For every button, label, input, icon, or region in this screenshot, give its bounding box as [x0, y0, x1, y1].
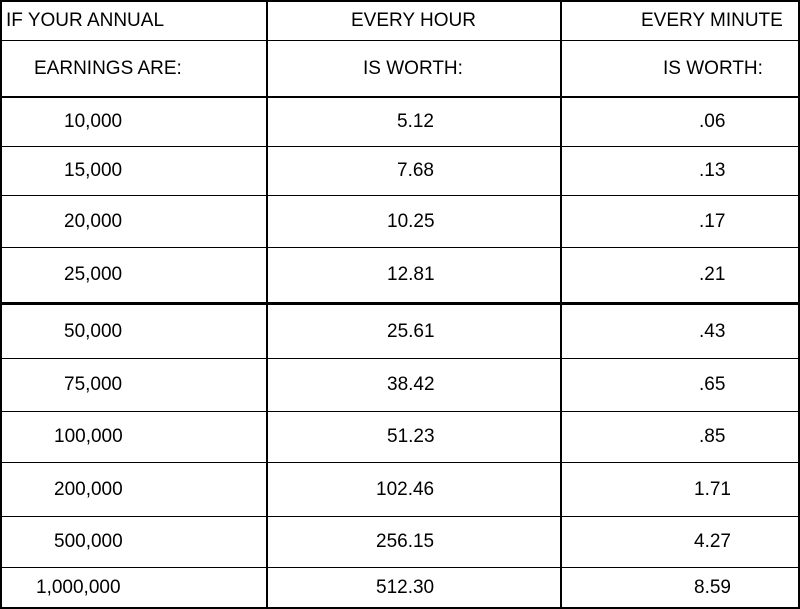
minute-cell: .06: [699, 111, 726, 132]
minute-cell: .43: [699, 320, 726, 342]
header-row-1: [2, 2, 798, 40]
hour-cell: 5.12: [397, 111, 434, 132]
header-is-worth-minute: IS WORTH:: [663, 57, 763, 79]
hour-cell: 25.61: [387, 320, 435, 342]
minute-cell: 1.71: [694, 478, 731, 500]
header-hour: EVERY HOUR: [351, 10, 476, 31]
annual-cell: 15,000: [64, 160, 123, 181]
hour-cell: 256.15: [376, 531, 435, 552]
minute-cell: .13: [699, 160, 726, 181]
hour-cell: 512.30: [376, 576, 435, 598]
minute-cell: .17: [699, 210, 726, 232]
hour-cell: 38.42: [387, 374, 435, 395]
hour-cell: 7.68: [397, 160, 434, 181]
hour-cell: 102.46: [376, 478, 435, 500]
annual-cell: 500,000: [54, 531, 123, 552]
header-minute: EVERY MINUTE: [641, 10, 783, 31]
annual-cell: 10,000: [64, 111, 123, 132]
header-row-2: [2, 41, 798, 96]
annual-cell: 75,000: [64, 374, 123, 395]
table-row: [2, 98, 798, 146]
minute-cell: .65: [699, 374, 726, 395]
minute-cell: 4.27: [694, 531, 731, 552]
table-row: [2, 147, 798, 195]
table-row: [2, 568, 798, 607]
annual-cell: 25,000: [64, 264, 123, 285]
table-row: [2, 463, 798, 516]
table-row: [2, 196, 798, 247]
table-row: [2, 305, 798, 358]
annual-cell: 50,000: [64, 320, 123, 342]
hour-cell: 12.81: [387, 264, 435, 285]
annual-cell: 1,000,000: [36, 576, 121, 598]
hour-cell: 10.25: [387, 210, 435, 232]
annual-cell: 200,000: [54, 478, 123, 500]
minute-cell: 8.59: [694, 576, 731, 598]
header-earnings: EARNINGS ARE:: [34, 57, 182, 79]
hour-cell: 51.23: [387, 426, 435, 447]
table-row: [2, 359, 798, 411]
table-row: [2, 412, 798, 462]
annual-cell: 20,000: [64, 210, 123, 232]
header-annual: IF YOUR ANNUAL: [6, 10, 165, 31]
table-row: [2, 248, 798, 302]
minute-cell: .21: [699, 264, 726, 285]
minute-cell: .85: [699, 426, 726, 447]
header-is-worth-hour: IS WORTH:: [363, 57, 463, 79]
table-row: [2, 517, 798, 567]
annual-cell: 100,000: [54, 426, 123, 447]
